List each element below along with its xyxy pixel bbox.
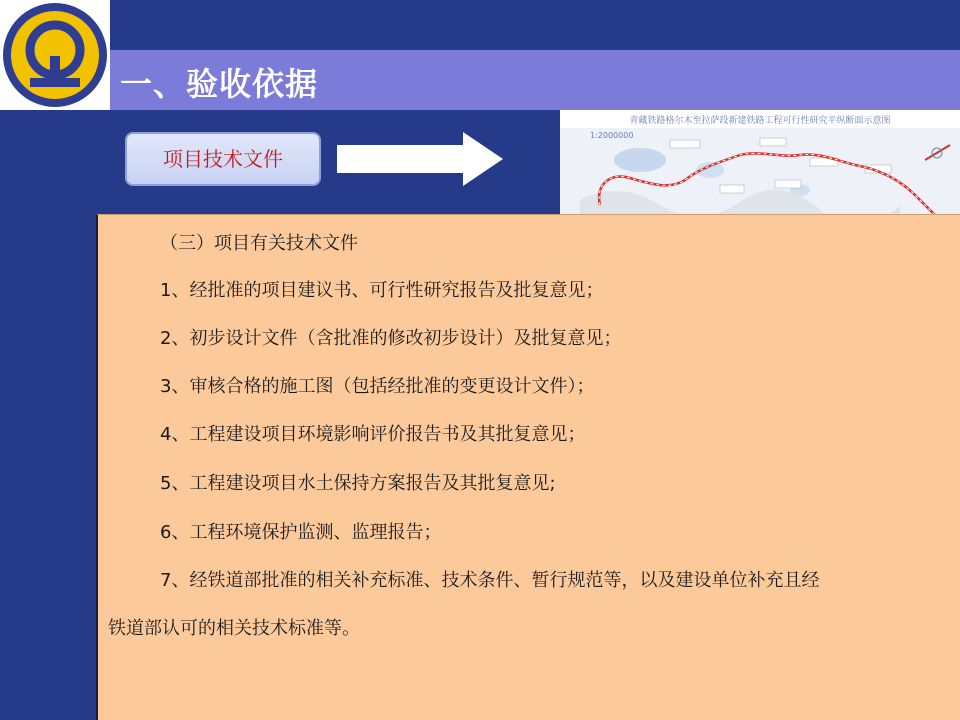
- page-title: 一、验收依据: [120, 65, 319, 103]
- list-item: 5、工程建设项目水土保持方案报告及其批复意见;: [160, 473, 556, 494]
- content-panel: [96, 214, 960, 720]
- right-arrow-icon: [337, 132, 503, 186]
- list-item: 7、经铁道部批准的相关补充标准、技术条件、暂行规范等，以及建设单位补充且经: [160, 570, 820, 591]
- logo-area: [0, 0, 110, 110]
- railway-route-map: [560, 110, 960, 230]
- section-heading: （三）项目有关技术文件: [160, 233, 358, 254]
- list-item: 1、经批准的项目建议书、可行性研究报告及批复意见；: [160, 280, 604, 301]
- map-scale: 1:2000000: [590, 131, 634, 140]
- project-tech-doc-button[interactable]: 项目技术文件: [125, 132, 321, 186]
- list-item: 4、工程建设项目环境影响评价报告书及其批复意见；: [160, 424, 586, 445]
- list-item: 6、工程环境保护监测、监理报告；: [160, 522, 442, 543]
- list-item: 3、审核合格的施工图（包括经批准的变更设计文件）；: [160, 376, 595, 397]
- list-item: 2、初步设计文件（含批准的修改初步设计）及批复意见；: [160, 328, 622, 349]
- map-graphic: [560, 110, 960, 230]
- map-caption: 青藏铁路格尔木至拉萨段新建铁路工程可行性研究平纵断面示意图: [629, 116, 891, 126]
- railway-emblem-icon: [0, 0, 110, 110]
- list-item-continuation: 铁道部认可的相关技术标准等。: [108, 618, 360, 639]
